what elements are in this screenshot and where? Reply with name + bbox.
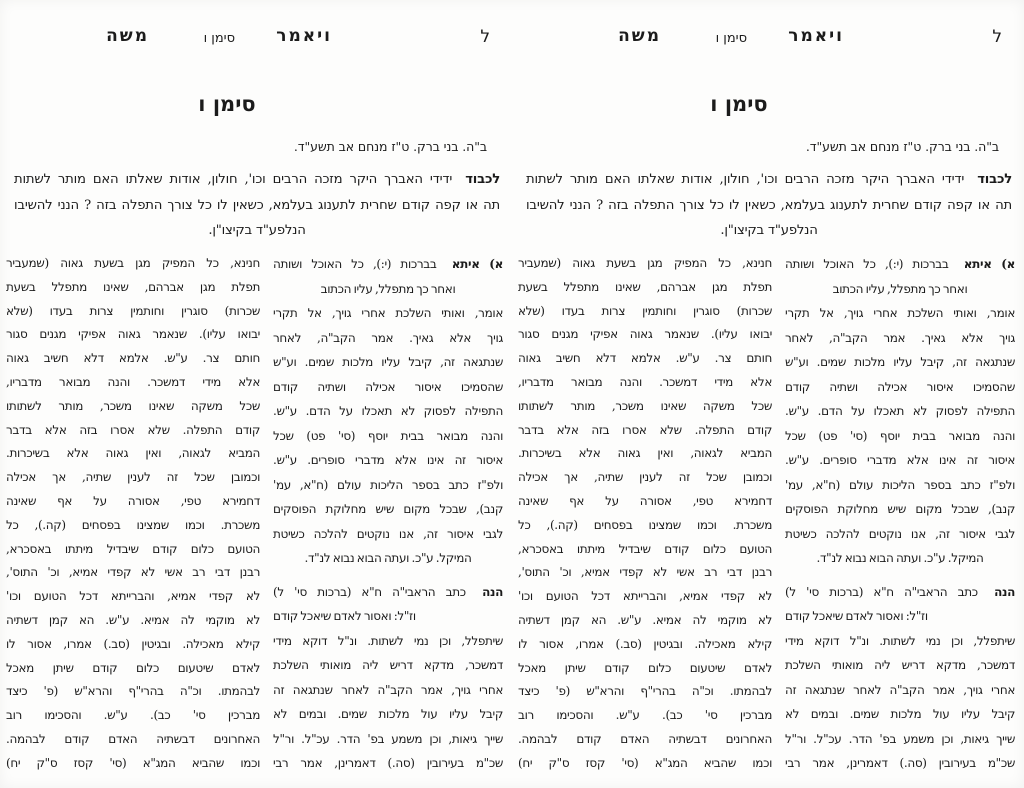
text-line: וכמו שהביא המג"א (סי' קסז ס"ק יח)	[518, 755, 772, 770]
text-line: קיבל עליו עול מלכות שמים. ובמים לא	[785, 707, 1015, 721]
intro-paragraph	[526, 167, 1012, 244]
column-right	[273, 252, 503, 776]
siman-heading: סימן ו	[198, 91, 256, 116]
text-line: א) איתא בברכות (י:), כל האוכל ושותה	[785, 257, 1015, 271]
text-line: תה או קפה קודם שחרית לתענוג בעלמא, כשאין לו כל צורך התפלה בזה ? הנני להשיבו	[14, 197, 500, 213]
text-line: תפלת מגן אברהם, שאינו מתפלל בשעת	[518, 279, 772, 294]
text-line: יבואו עליו). שנאמר גאוה אפיקי מגנים סגור	[518, 327, 772, 342]
text-line: תה או קפה קודם שחרית לתענוג בעלמא, כשאין לו כל צורך התפלה בזה ? הנני להשיבו	[526, 197, 1012, 213]
text-line: שכל משקה שאינו משכר, מותר לשתותו	[518, 398, 772, 413]
text-line: ואחר כך מתפלל, עליו הכתוב	[832, 281, 968, 296]
dateline: ב"ה. בני ברק. ט"ז מנחם אב תשע"ד.	[293, 139, 487, 154]
siman-heading: סימן ו	[710, 91, 768, 116]
text-line: וז"ל: ואסור לאדם שיאכל קודם	[273, 609, 416, 623]
text-line: שהסמיכו איסור אכילה ושתיה קודם	[785, 379, 1015, 394]
text-line: קנב), שבכל מקום שיש מחלוקת הפוסקים	[785, 502, 1015, 516]
text-line: אומר, ואותי השלכת אחרי גויך, אל תקרי	[273, 306, 503, 320]
page-number: ל	[480, 27, 490, 47]
dateline: ב"ה. בני ברק. ט"ז מנחם אב תשע"ד.	[805, 139, 999, 154]
text-line: שייך גיאות, וכן משמע בפ' הדר. עכ"ל. ור"ל	[273, 731, 503, 746]
paragraph-2	[273, 580, 503, 776]
text-line: שכל משקה שאינו משכר, מותר לשתותו	[6, 398, 260, 413]
text-line: התפילה לפסוק לא תאכלו על הדם. ע"ש.	[785, 404, 1015, 418]
text-line: הנה כתב הראבי"ה ח"א (ברכות סי' ל)	[785, 584, 1015, 599]
text-line: לכבוד ידידי האברך היקר מזכה הרבים וכו', חולון, אודות שאלתו האם מותר לשתות	[526, 172, 1012, 187]
text-line: לבהמתו. וכ"ה בהרי"ף והרא"ש (פ' כיצד	[518, 684, 772, 699]
text-line: ואחר כך מתפלל, עליו הכתוב	[320, 281, 456, 296]
running-siman-label: סימן ו	[203, 31, 235, 46]
page-number: ל	[992, 27, 1002, 47]
text-line: המביא לגאוה, ואין גאוה אלא בשיכרות.	[518, 446, 772, 461]
paragraph-2	[785, 580, 1015, 776]
running-siman-label: סימן ו	[715, 31, 747, 46]
text-line: איסור זה אינו אלא מדברי סופרים. ע"ש.	[785, 453, 1015, 467]
text-line: אלא מידי דמשכר. והנה מבואר מדבריו,	[518, 374, 772, 389]
text-line: הנלפע"ד בקיצו"ן.	[208, 223, 306, 238]
text-line: קילא מאכילה. ובגיטין (סב.) אמרו, אסור לו	[6, 636, 260, 651]
text-line: שכ"מ בעירובין (סה.) דאמרינן, אמר רבי	[273, 756, 503, 770]
paragraph-continuation	[518, 252, 772, 776]
text-line: דמשכר, מדקא דריש ליה מואותי השלכת	[273, 658, 503, 672]
text-line: דחמירא טפי, אסורה על אף שאינה	[518, 493, 772, 508]
text-line: הטועם כלום קודם שיבדיל מיתתו באסכרא,	[518, 541, 772, 556]
text-line: והנה מבואר בבית יוסף (סי' פט) שכל	[273, 428, 503, 443]
text-line: משכרת. וכמו שמצינו בפסחים (קה.), כל	[518, 517, 772, 532]
text-line: שנתגאה זה, קיבל עליו מלכות שמים. וע"ש	[273, 355, 503, 369]
text-line: לא מוקמי לה אמיא. ע"ש. הא קמן דשתיה	[6, 612, 260, 627]
text-line: חותם צר. ע"ש. אלמא דלא חשיב גאוה	[518, 351, 772, 366]
text-line: שיתפלל, וכן נמי לשתות. ונ"ל דוקא מידי	[785, 633, 1015, 648]
text-line: והנה מבואר בבית יוסף (סי' פט) שכל	[785, 428, 1015, 443]
paragraph-lead-word: הנה	[482, 584, 503, 599]
text-line: מברכין סי' כב). ע"ש. והסכימו רוב	[518, 708, 772, 723]
intro-paragraph	[14, 167, 500, 244]
text-line: לאדם שיטעום כלום קודם שיתן מאכל	[6, 660, 260, 675]
text-line: לכבוד ידידי האברך היקר מזכה הרבים וכו', חולון, אודות שאלתו האם מותר לשתות	[14, 172, 500, 187]
paragraph-lead-word: א) איתא	[963, 257, 1015, 271]
text-line: הנלפע"ד בקיצו"ן.	[720, 223, 818, 238]
text-line: לא מוקמי לה אמיא. ע"ש. הא קמן דשתיה	[518, 612, 772, 627]
text-line: לגבי איסור זה, אנו נוקטים להלכה כשיטת	[273, 526, 503, 541]
running-title-word-1: ויאמר	[276, 26, 332, 46]
text-line: משכרת. וכמו שמצינו בפסחים (קה.), כל	[6, 517, 260, 532]
text-line: קנב), שבכל מקום שיש מחלוקת הפוסקים	[273, 502, 503, 516]
page-copy-right	[512, 0, 1024, 788]
text-line: שהסמיכו איסור אכילה ושתיה קודם	[273, 379, 503, 394]
text-line: חותם צר. ע"ש. אלמא דלא חשיב גאוה	[6, 351, 260, 366]
paragraph-lead-word: א) איתא	[451, 257, 503, 271]
text-line: קילא מאכילה. ובגיטין (סב.) אמרו, אסור לו	[518, 636, 772, 651]
column-right	[785, 252, 1015, 776]
text-line: וז"ל: ואסור לאדם שיאכל קודם	[785, 609, 928, 623]
text-line: שייך גיאות, וכן משמע בפ' הדר. עכ"ל. ור"ל	[785, 731, 1015, 746]
text-line: המיקל. ע"כ. ועתה הבוא נבוא לנ"ד.	[304, 551, 472, 565]
text-line: לאדם שיטעום כלום קודם שיתן מאכל	[518, 660, 772, 675]
text-line: אחרי גויך, אמר הקב"ה לאחר שנתגאה זה	[785, 682, 1015, 697]
running-title-word-2: משה	[618, 26, 661, 46]
text-line: המביא לגאוה, ואין גאוה אלא בשיכרות.	[6, 446, 260, 461]
text-line: רבנן דבי רב אשי לא קפדי אמיא, וכ' התוס',	[6, 565, 260, 580]
paragraph-lead-word: לכבוד	[977, 172, 1012, 187]
text-line: אלא מידי דמשכר. והנה מבואר מדבריו,	[6, 374, 260, 389]
text-line: תפלת מגן אברהם, שאינו מתפלל בשעת	[6, 279, 260, 294]
paragraph-1	[785, 252, 1015, 571]
paragraph-lead-word: לכבוד	[465, 172, 500, 187]
text-line: איסור זה אינו אלא מדברי סופרים. ע"ש.	[273, 453, 503, 467]
text-line: אומר, ואותי השלכת אחרי גויך, אל תקרי	[785, 306, 1015, 320]
text-line: וכמובן שכל זה לענין שתיה, אך אכילה	[518, 470, 772, 485]
text-line: התפילה לפסוק לא תאכלו על הדם. ע"ש.	[273, 404, 503, 418]
text-line: הטועם כלום קודם שיבדיל מיתתו באסכרא,	[6, 541, 260, 556]
text-line: גויך אלא גאיך. אמר הקב"ה, לאחר	[273, 330, 503, 345]
text-line: יבואו עליו). שנאמר גאוה אפיקי מגנים סגור	[6, 327, 260, 342]
running-title-word-2: משה	[106, 26, 149, 46]
text-line: לא קפדי אמיא, והברייתא דכל הטועם וכו'	[6, 589, 260, 604]
text-line: לגבי איסור זה, אנו נוקטים להלכה כשיטת	[785, 526, 1015, 541]
text-line: דחמירא טפי, אסורה על אף שאינה	[6, 493, 260, 508]
text-line: שיתפלל, וכן נמי לשתות. ונ"ל דוקא מידי	[273, 633, 503, 648]
text-line: המיקל. ע"כ. ועתה הבוא נבוא לנ"ד.	[816, 551, 984, 565]
paragraph-1	[273, 252, 503, 571]
paragraph-lead-word: הנה	[994, 584, 1015, 599]
text-line: חנינא, כל המפיק מגן בשעת גאוה (שמעביר	[6, 256, 260, 270]
text-line: האחרונים דבשתיה האדם קודם לבהמה.	[6, 731, 260, 746]
text-line: דמשכר, מדקא דריש ליה מואותי השלכת	[785, 658, 1015, 672]
text-line: ולפ"ז כתב בספר הליכות עולם (ח"א, עמ'	[273, 477, 503, 492]
text-line: קודם התפלה. שלא אסרו בזה אלא בדבר	[6, 422, 260, 437]
column-left	[518, 252, 772, 776]
text-line: לבהמתו. וכ"ה בהרי"ף והרא"ש (פ' כיצד	[6, 684, 260, 699]
text-line: קודם התפלה. שלא אסרו בזה אלא בדבר	[518, 422, 772, 437]
running-title-word-1: ויאמר	[788, 26, 844, 46]
text-line: קיבל עליו עול מלכות שמים. ובמים לא	[273, 707, 503, 721]
text-line: שנתגאה זה, קיבל עליו מלכות שמים. וע"ש	[785, 355, 1015, 369]
text-line: רבנן דבי רב אשי לא קפדי אמיא, וכ' התוס',	[518, 565, 772, 580]
text-line: שכרות) סוגרין וחותמין צרות בעדו (שלא	[518, 303, 772, 318]
text-line: חנינא, כל המפיק מגן בשעת גאוה (שמעביר	[518, 256, 772, 270]
text-line: וכמובן שכל זה לענין שתיה, אך אכילה	[6, 470, 260, 485]
paragraph-continuation	[6, 252, 260, 776]
column-left	[6, 252, 260, 776]
text-line: שכ"מ בעירובין (סה.) דאמרינן, אמר רבי	[785, 756, 1015, 770]
text-line: וכמו שהביא המג"א (סי' קסז ס"ק יח)	[6, 755, 260, 770]
text-line: לא קפדי אמיא, והברייתא דכל הטועם וכו'	[518, 589, 772, 604]
text-line: א) איתא בברכות (י:), כל האוכל ושותה	[273, 257, 503, 271]
text-line: האחרונים דבשתיה האדם קודם לבהמה.	[518, 731, 772, 746]
text-line: שכרות) סוגרין וחותמין צרות בעדו (שלא	[6, 303, 260, 318]
text-line: ולפ"ז כתב בספר הליכות עולם (ח"א, עמ'	[785, 477, 1015, 492]
text-line: גויך אלא גאיך. אמר הקב"ה, לאחר	[785, 330, 1015, 345]
text-line: אחרי גויך, אמר הקב"ה לאחר שנתגאה זה	[273, 682, 503, 697]
text-line: הנה כתב הראבי"ה ח"א (ברכות סי' ל)	[273, 584, 503, 599]
text-line: מברכין סי' כב). ע"ש. והסכימו רוב	[6, 708, 260, 723]
